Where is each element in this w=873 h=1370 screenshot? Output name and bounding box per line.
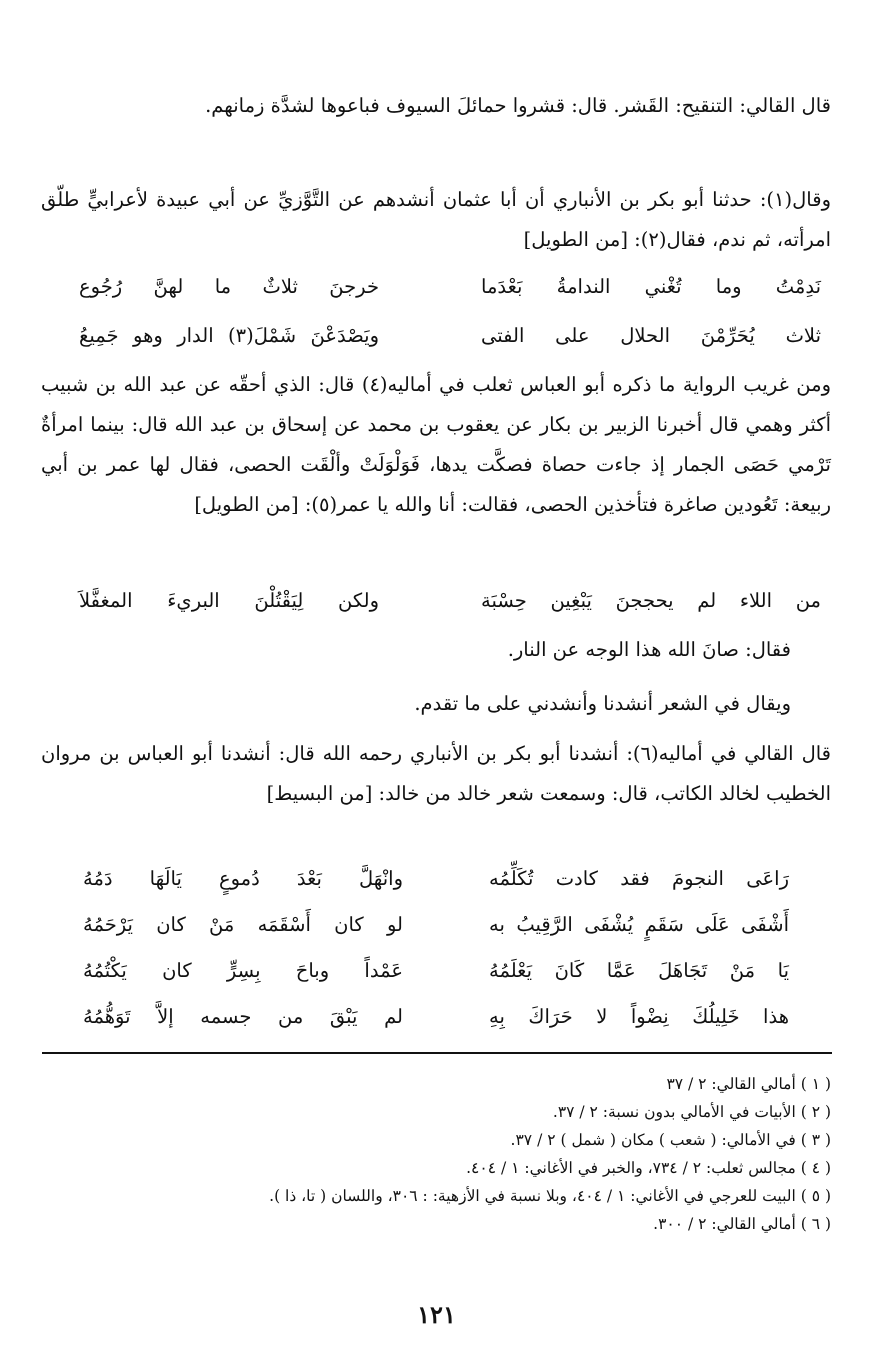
verse-line xyxy=(41,996,831,1038)
verse-second-hemistich: وانْهَلَّ بَعْدَ دُموعٍ يَالَهَا دَمُهُ xyxy=(83,867,403,890)
verse-second-hemistich: لم يَبْقَ من جسمه إلاَّ تَوَهُّمُهُ xyxy=(83,1005,403,1028)
footnote: ( ٤ ) مجالس ثعلب: ٢ / ٧٣٤، والخبر في الأغاني: ١ / ٤٠٤. xyxy=(466,1159,831,1177)
verse-line xyxy=(41,950,831,992)
verse-first-hemistich: من اللاء لم يحججنَ يَبْغِين حِسْبَة xyxy=(481,589,821,612)
footnote: ( ٣ ) في الأمالي: ( شعب ) مكان ( شمل ) ٢ / ٣٧. xyxy=(510,1131,831,1149)
verse-line xyxy=(41,904,831,946)
verse-first-hemistich: هذا خَلِيلُكَ نِضْواً لا حَرَاكَ بِهِ xyxy=(489,1005,789,1028)
verse-first-hemistich: رَاعَى النجومَ فقد كادت تُكَلِّمُه xyxy=(489,867,789,890)
footnote-separator xyxy=(42,1052,832,1054)
verse-second-hemistich: عَمْداً وباحَ بِسِرٍّ كان يَكْتُمُهُ xyxy=(83,959,403,982)
paragraph-gharib-riwaya: ومن غريب الرواية ما ذكره أبو العباس ثعلب في أماليه(٤) قال: الذي أحقّه عن عبد الله بن شبيب أكثر وهمي قال أخبرنا الزبير بن بكار عن يعقوب بن محمد عن إسحاق بن عبد الله قال: بينما امرأةٌ تَرْمي حَصَى الجمار إذ جاءت حصاة فصكَّت يدها، فَوَلْوَلَتْ وألْقَت الحصى، فقال لها عمر بن أبي ربيعة: تَعُودين صاغرة فتأخذين الحصى، فقالت: أنا والله يا عمر(٥): [من الطويل] xyxy=(41,373,831,516)
verse-line xyxy=(41,858,831,900)
verse-first-hemistich: أَشْفَى عَلَى سَقَمٍ يُشْفَى الرَّقِيبُ به xyxy=(489,913,789,936)
paragraph-tanqih: قال القالي: التنقيح: القَشر. قال: قشروا حمائلَ السيوف فباعوها لشدَّة زمانهم. xyxy=(205,94,831,117)
paragraph-qala-alqali-amalih: قال القالي في أماليه(٦): أنشدنا أبو بكر بن الأنباري رحمه الله قال: أنشدنا أبو العباس بن مروان الخطيب لخالد الكاتب، قال: وسمعت شعر خالد من خالد: [من البسيط] xyxy=(41,742,832,805)
page-number: ١٢١ xyxy=(417,1300,456,1329)
verse-second-hemistich: ويَصْدَعْنَ شَمْلَ(٣) الدار وهو جَمِيعُ xyxy=(79,324,380,347)
verse-first-hemistich: يَا مَنْ تَجَاهَلَ عَمَّا كَانَ يَعْلَمُهُ xyxy=(489,959,789,982)
paragraph-yuqal: ويقال في الشعر أنشدنا وأنشدني على ما تقدم. xyxy=(414,692,791,715)
verse-line xyxy=(41,266,831,308)
verse-line xyxy=(41,315,831,357)
verse-second-hemistich: لو كان أَسْقَمَه مَنْ كان يَرْحَمُهُ xyxy=(83,913,403,936)
verse-first-hemistich: نَدِمْتُ وما تُغْني الندامةُ بَعْدَما xyxy=(481,275,821,298)
verse-second-hemistich: ولكن لِيَقْتُلْنَ البريءَ المغفَّلاَ xyxy=(79,589,379,612)
verse-line xyxy=(41,580,831,622)
verse-second-hemistich: خرجنَ ثلاثٌ ما لهنَّ رُجُوع xyxy=(79,275,379,298)
verse-first-hemistich: ثلاث يُحَرِّمْنَ الحلال على الفتى xyxy=(481,324,821,347)
paragraph-qala-haddathana: وقال(١): حدثنا أبو بكر بن الأنباري أن أبا عثمان أنشدهم عن التَّوَّزيِّ عن أبي عبيدة لأعرابيٍّ طلّق امرأته، ثم ندم، فقال(٢): [من الطويل] xyxy=(41,188,831,251)
footnote: ( ٢ ) الأبيات في الأمالي بدون نسبة: ٢ / ٣٧. xyxy=(552,1103,831,1121)
paragraph-sana-allah: فقال: صانَ الله هذا الوجه عن النار. xyxy=(507,638,791,661)
footnote: ( ١ ) أمالي القالي: ٢ / ٣٧ xyxy=(666,1075,831,1093)
footnote: ( ٦ ) أمالي القالي: ٢ / ٣٠٠. xyxy=(653,1215,831,1233)
footnote: ( ٥ ) البيت للعرجي في الأغاني: ١ / ٤٠٤، وبلا نسبة في الأزهية: : ٣٠٦، واللسان ( تا، ذا ). xyxy=(269,1187,831,1205)
